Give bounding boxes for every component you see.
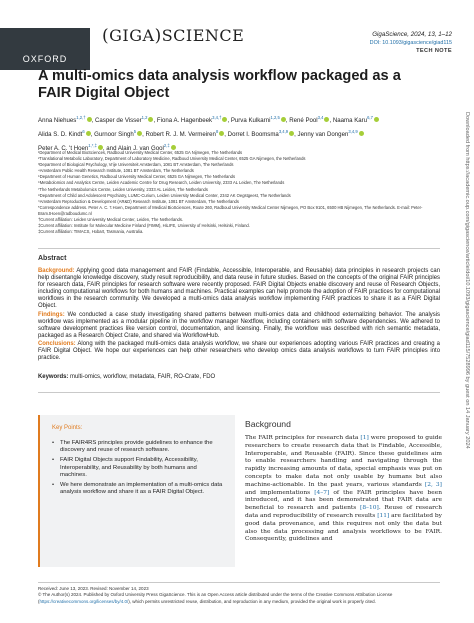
affiliation-item: ³Department of Biological Psychology, Vrije Universiteit Amsterdam, 1081 BT Amsterdam, The Netherlands	[38, 162, 234, 168]
author-name[interactable]: Purva Kulkarni$^{1,2,5}$	[231, 117, 286, 124]
reference-link[interactable]: [4–7]	[314, 489, 330, 496]
author-line-3: Peter A. C. 't Hoen$^{1,*,\ddagger}$ , and Alain J. van Gool$^{2,\ddagger}$	[38, 140, 438, 154]
journal-citation: GigaScience, 2024, 13, 1–12	[372, 31, 452, 38]
article-type: TECH NOTE	[416, 48, 452, 54]
download-notice-text: Downloaded from https://academic.oup.com/gigascience/article/doi/10.1093/gigascience/giad115/7528996 by guest on 14 January 2024	[464, 112, 470, 449]
abstract-heading: Abstract	[38, 255, 67, 262]
reference-link[interactable]: [8–10]	[360, 505, 379, 512]
footer	[38, 586, 440, 605]
background-section	[245, 419, 442, 544]
key-point-item: • We here demonstrate an implementation of a multi-omics data analysis workflow and share it as a FAIR Digital Object.	[52, 482, 225, 496]
author-name[interactable]: Dorret I. Boomsma$^{3,4,9}$	[228, 131, 294, 138]
orcid-icon[interactable]	[219, 131, 224, 136]
affiliation-marker: 8	[215, 129, 219, 135]
affiliation-item: ⁸Department of Child and Adolescent Psychiatry, LUMC-Curium, Leiden University Medical Center, 2342 AK Oegstgeest, The Netherlands	[38, 192, 291, 198]
author-name[interactable]: Peter A. C. 't Hoen$^{1,*,\ddagger}$	[38, 145, 103, 152]
reference-link[interactable]: [1]	[360, 435, 369, 441]
orcid-icon[interactable]	[289, 131, 294, 136]
key-points-list	[52, 440, 225, 496]
author-name[interactable]: Jenny van Dongen$^{3,4,9}$	[298, 131, 364, 138]
affiliation-marker: 6	[82, 129, 85, 135]
abstract-label: Findings:	[38, 311, 65, 318]
affiliation-item: ‡Current affiliation: Institute for Molecular Medicine Finland (FIMM), HiLIFE, University of Helsinki, Helsinki, Finland.	[38, 223, 250, 229]
divider	[38, 582, 440, 583]
affiliation-item: ⁹Amsterdam Reproduction & Development (AR&D) Research Institute, 1081 BT Amsterdam, The Netherlands	[38, 198, 239, 204]
background-text: The FAIR principles for research data [1] were proposed to guide researchers to create research data that is Findable, Accessible, Interoperable, and Reusable (FAIR). Since these guidelines aim to enable researchers handling and navigating through the rapidly increasing amounts of data, special emphasis was put on concepts to make data not only usable by humans but also machine-actionable. In the past years, various standards [2, 3] and implementations [4–7] of the FAIR principles have been introduced, and it has been demonstrated that FAIR data are beneficial to research and patients [8–10]. Reuse of research data and reproducibility of research results [11] are facilitated by good data provenance, and this requires not only the data but also the data processing and analysis workflows to be FAIR. Consequently, guidelines and	[245, 435, 443, 543]
affiliation-marker: 3,4,9	[348, 129, 358, 135]
license-link[interactable]: https://creativecommons.org/licenses/by/4.0/	[39, 598, 129, 604]
abstract-paragraph: Background: Applying good data management and FAIR (Findable, Accessible, Interoperable, and Reusable) data principles in research projects can help disentangle knowledge discovery, study result reproducibility, and data reuse in future studies. Based on the concepts of the original FAIR principles for research data, FAIR principles for research software were recently proposed. FAIR Digital Objects enable discovery and reuse of Research Objects, including computational workflows for both humans and machines. Practical examples can help promote the adoption of FAIR practices for computational workflows in the research community. We developed a multi-omics data analysis workflow implementing FAIR practices to share it as a FAIR Digital Object.	[38, 268, 440, 310]
author-line-1: Anna Niehues$^{1,2,\dagger}$ , Casper de Visser$^{1,2}$ , Fiona A. Hagenbeek$^{3,4,\dagger}$ , Purva Kulkarni$^{1,2,5}$ , René Pool$^{3,4}$ , Naama Karu$^{6,7}$	[38, 112, 438, 126]
author-name[interactable]: Naama Karu$^{6,7}$	[333, 117, 379, 124]
orcid-icon[interactable]	[281, 117, 286, 122]
divider	[38, 248, 440, 249]
author-name[interactable]: and Alain J. van Gool$^{2,\ddagger}$	[106, 145, 175, 152]
logo-text: GIGA	[109, 26, 155, 45]
orcid-icon[interactable]	[359, 131, 364, 136]
abstract-paragraph: Findings: We conducted a case study investigating shared patterns between multi-omics data and childhood externalizing behavior. The analysis workflow was implemented as a modular pipeline in the workflow manager Nextflow, including containers with software dependencies. We adhered to software development practices like version control, documentation, and licensing. Finally, the workflow was described with rich semantic metadata, packaged as a Research Object Crate, and shared via WorkflowHub.	[38, 311, 440, 339]
affiliation-marker: 1,2	[141, 115, 148, 120]
keywords-text: multi-omics, workflow, metadata, FAIR, RO-Crate, FDO	[68, 374, 216, 380]
affiliation-item: ²Translational Metabolic Laboratory, Department of Laboratory Medicine, Radboud University Medical Center, 6525 GA Nijmegen, the Netherlands	[38, 156, 306, 162]
affiliation-item: ⁶Metabolomics and Analytics Centre, Leiden Academic Centre for Drug Research, Leiden University, 2333 AL Leiden, The Netherlands	[38, 180, 285, 186]
affiliation-marker: 3,4,9	[278, 129, 289, 135]
orcid-icon[interactable]	[87, 117, 92, 122]
affiliation-marker: 1,2,†	[76, 115, 86, 120]
author-name[interactable]: Casper de Visser$^{1,2}$	[95, 117, 153, 124]
journal-info	[370, 30, 452, 56]
key-points-box	[38, 415, 235, 567]
affiliation-marker: 2,‡	[163, 143, 170, 149]
abstract-label: Background:	[38, 268, 75, 274]
abstract-section	[38, 255, 440, 383]
orcid-icon[interactable]	[86, 131, 91, 136]
affiliation-item: ⁷The Netherlands Metabolomics Centre, Leiden University, 2333 AL Leiden, The Netherlands	[38, 186, 208, 192]
orcid-icon[interactable]	[324, 117, 329, 122]
received-dates: Received: June 13, 2023. Revised: November 14, 2023	[38, 586, 149, 591]
author-name[interactable]: Alida S. D. Kindt$^6$	[38, 131, 91, 138]
affiliation-marker: 1,2,5	[270, 115, 280, 120]
author-name[interactable]: René Pool$^{3,4}$	[289, 117, 329, 124]
orcid-icon[interactable]	[374, 117, 379, 122]
affiliation-item: ⁵Department of Human Genetics, Radboud University Medical Center, 6525 GA Nijmegen, The Netherlands	[38, 174, 236, 180]
keywords-label: Keywords:	[38, 374, 69, 380]
divider	[38, 392, 440, 393]
publisher-name: OXFORD	[22, 54, 68, 64]
affiliation-item: ‡Current affiliation: TIMACS, Hobart, Tasmania, Australia.	[38, 229, 144, 235]
key-points-heading: Key Points:	[52, 425, 83, 431]
author-name[interactable]: Robert R. J. M. Vermeiren$^8$	[145, 131, 224, 138]
author-line-2: Alida S. D. Kindt$^6$ , Gurnoor Singh$^5$ , Robert R. J. M. Vermeiren$^8$ , Dorret I. Boomsma$^{3,4,9}$ , Jenny van Dongen$^{3,4,9}$	[38, 126, 438, 140]
background-heading: Background	[245, 419, 291, 429]
copyright-notice: © The Author(s) 2024. Published by Oxford University Press GigaScience. This is an Open Access article distributed under the terms of the Creative Commons Attribution License (https://creativecommons.org/licenses/by/4.0/), which permits unrestricted reuse, distribution, and reproduction in any medium, provided the original work is properly cited.	[38, 592, 393, 604]
abstract-label: Conclusions:	[38, 340, 76, 347]
affiliation-marker: 1,*,‡	[88, 143, 97, 149]
doi-link[interactable]: DOI: 10.1093/gigascience/giad115	[369, 40, 452, 46]
orcid-icon[interactable]	[148, 117, 153, 122]
affiliation-marker: 3,4,†	[212, 115, 222, 120]
reference-link[interactable]: [2, 3]	[424, 481, 442, 488]
author-name[interactable]: Gurnoor Singh$^5$	[94, 131, 142, 138]
affiliation-list	[38, 150, 440, 235]
affiliation-marker: 5	[133, 129, 137, 135]
orcid-icon[interactable]	[137, 131, 142, 136]
author-name[interactable]: Fiona A. Hagenbeek$^{3,4,\dagger}$	[157, 117, 228, 124]
author-name[interactable]: Anna Niehues$^{1,2,\dagger}$	[38, 117, 92, 124]
abstract-paragraph: Conclusions: Along with the packaged multi-omics data analysis workflow, we share our experiences adopting various FAIR practices and creating a FAIR Digital Object. We hope our experiences can help other researchers who develop omics data analysis workflows to turn FAIR principles into practice.	[38, 340, 440, 362]
key-point-item: • FAIR Digital Objects support Findability, Accessibility, Interoperability, and Reusability by both humans and machines.	[52, 457, 225, 479]
affiliation-item: *Correspondence address. Peter A. C. 't Hoen, Department of Medical BioSciences, Route 260, Radboud University Medical Center Nijmegen, PO Box 9101, 6500 HB Nijmegen, The Netherlands. E-mail: Peter-Bram.tHoen@radboudumc.nl	[38, 204, 423, 216]
reference-link[interactable]: [11]	[377, 512, 390, 519]
abstract-body	[38, 268, 440, 362]
affiliation-marker: 3,4	[317, 115, 324, 120]
publisher-logo[interactable]	[0, 28, 90, 70]
key-point-item: • The FAIR4RS principles provide guidelines to enhance the discovery and reuse of research software.	[52, 440, 225, 454]
keywords	[38, 373, 440, 381]
journal-logo[interactable]: (GIGA)SCIENCE	[102, 26, 245, 46]
author-list	[38, 112, 438, 154]
orcid-icon[interactable]	[222, 117, 227, 122]
affiliation-item: ⁴Amsterdam Public Health Research Institute, 1081 BT Amsterdam, The Netherlands	[38, 168, 194, 174]
article-title: A multi-omics data analysis workflow packaged as a FAIR Digital Object	[38, 68, 401, 101]
download-notice	[461, 112, 471, 532]
affiliation-item: †Current affiliation: Leiden University Medical Center, Leiden, The Netherlands.	[38, 217, 184, 223]
logo-sub: SCIENCE	[161, 26, 245, 45]
affiliation-item: ¹Department of Medical BioSciences, Radboud University Medical Center, 6525 GA Nijmegen, The Netherlands	[38, 150, 243, 155]
affiliation-marker: 6,7	[367, 115, 373, 120]
